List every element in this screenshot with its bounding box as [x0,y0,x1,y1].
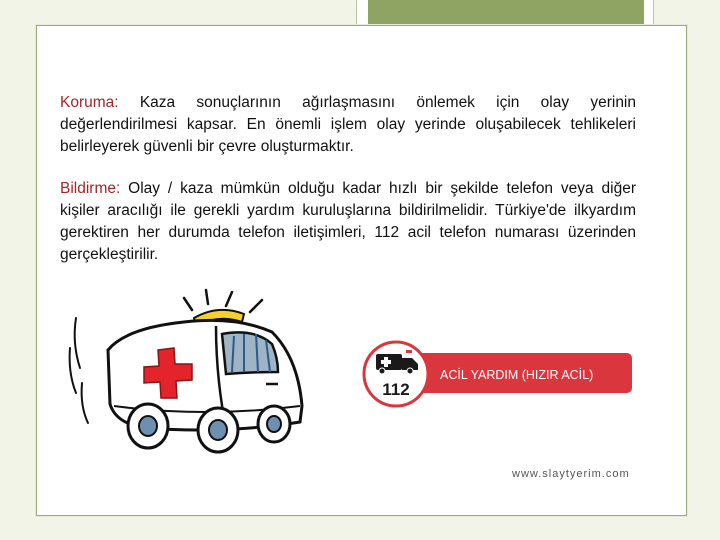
term-koruma: Koruma: [60,94,119,111]
emergency-112-badge [362,340,634,410]
term-bildirme: Bildirme: [60,180,121,197]
badge-label: ACİL YARDIM (HIZIR ACİL) [440,368,594,382]
ambulance-illustration [66,288,311,454]
badge-number: 112 [382,380,410,399]
paragraph-bildirme-text: Olay / kaza mümkün olduğu kadar hızlı bir şekilde telefon veya diğer kişiler aracılığı ile gerekli yardım kuruluşlarına bildirilmelidir. Türkiye'de ilkyardım gerektiren her durumda telefon iletişimleri, 112 acil telefon numarası üzerinden gerçekleştirilir. [60,180,636,263]
paragraph-koruma-text: Kaza sonuçlarının ağırlaşmasını önlemek için olay yerinin değerlendirilmesi kapsar. En önemli işlem olay yerinde oluşabilecek tehlikeleri belirleyerek güvenli bir çevre oluşturmaktır. [60,94,636,155]
paragraph-bildirme [60,178,636,266]
paragraph-koruma [60,92,636,158]
footer-website: www.slaytyerim.com [512,468,630,480]
